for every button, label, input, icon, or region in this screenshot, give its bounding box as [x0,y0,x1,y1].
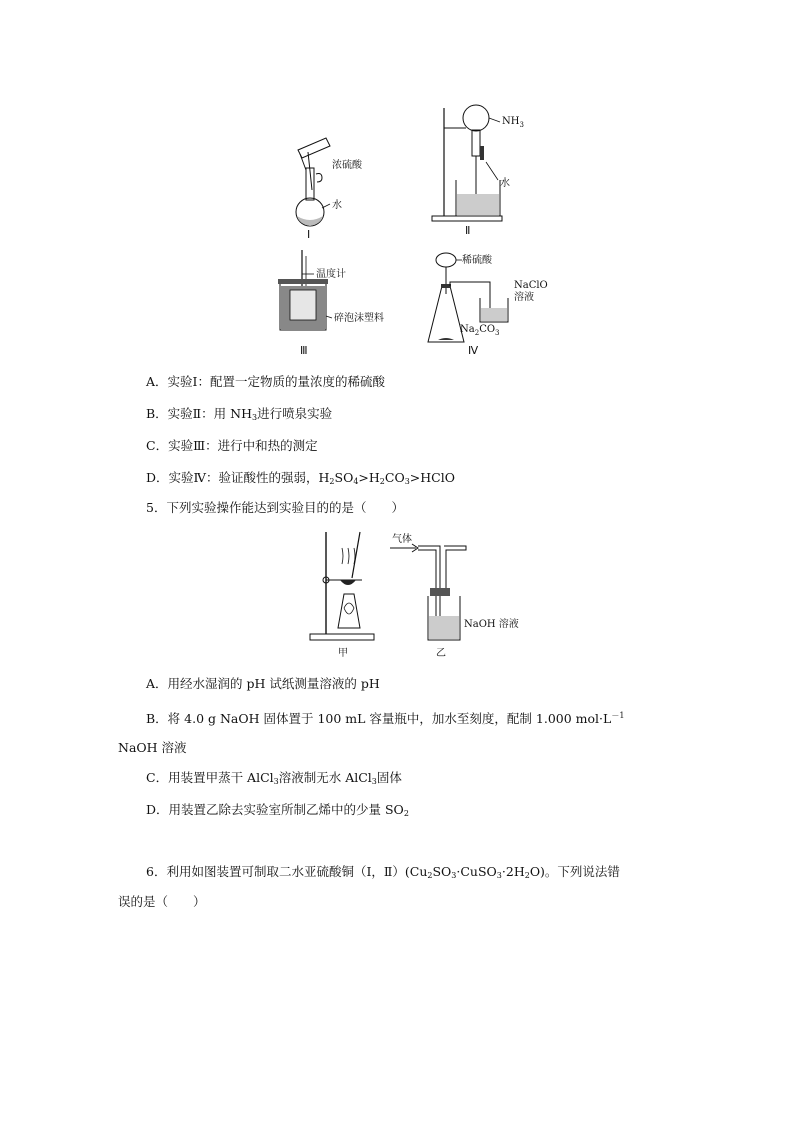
volumetric-flask-diagram [282,130,372,242]
q5-option-a: A．用经水湿润的 pH 试纸测量溶液的 pH [146,676,380,691]
na2co3-label: $Na_2CO_3$ [460,324,500,337]
roman-iii-label: Ⅲ [300,345,308,357]
fountain-diagram [430,100,530,240]
gas-washing-diagram [390,532,530,658]
q4-option-b: B．实验Ⅱ：用 $NH_3$进行喷泉实验 [146,406,333,422]
naoh-label: NaOH 溶液 [464,619,519,630]
q5-stem: 5．下列实验操作能达到实验目的的是（ ） [146,500,404,515]
q4-option-d: D．实验Ⅳ：验证酸性的强弱，$H_2SO_4>H_2CO_3>HClO$ [146,470,455,486]
figure-i [282,130,372,242]
figure-iv [422,250,548,360]
acid-label: 浓硫酸 [332,160,362,171]
q6-stem-cont: 误的是（ ） [118,894,206,909]
jia-label: 甲 [338,648,348,659]
roman-iv-label: Ⅳ [468,345,479,357]
figure-jia [308,528,388,658]
roman-i-label: Ⅰ [307,229,311,241]
dilute-acid-label: 稀硫酸 [462,255,492,266]
calorimeter-diagram [276,246,396,358]
evaporation-diagram [308,528,388,658]
water-label: 水 [332,200,342,211]
roman-ii-label: Ⅱ [465,225,471,237]
q5-option-c: C．用装置甲蒸干 AlCl$_3$溶液制无水 AlCl$_3$固体 [146,770,402,786]
foam-label: 碎泡沫塑料 [334,313,384,324]
q5-option-d: D．用装置乙除去实验室所制乙烯中的少量 $SO_2$ [146,802,409,818]
q4-option-c: C．实验Ⅲ：进行中和热的测定 [146,438,318,453]
q6-stem: 6．利用如图装置可制取二水亚硫酸铜（Ⅰ，$Ⅱ)(Cu_2SO_3\cdot CuSO_3\cdot 2H_2O)$。下列说法错 [146,864,620,880]
solution-label: 溶液 [514,292,534,303]
q4-option-a: A．实验Ⅰ：配置一定物质的量浓度的稀硫酸 [146,374,385,389]
q5-option-b-cont: NaOH 溶液 [118,740,187,755]
water-label-ii: 水 [500,178,510,189]
nh3-label: $NH_3$ [502,116,524,129]
q5-option-b: B．将 4.0 g NaOH 固体置于 100 mL 容量瓶中，加水至刻度，配制 1.000 $mol\cdot L^{-1}$ [146,711,625,726]
yi-label: 乙 [436,648,446,659]
thermometer-label: 温度计 [316,269,346,280]
figure-ii [430,100,530,240]
naclo-label: NaClO [514,280,548,291]
figure-iii [276,246,396,358]
gas-label: 气体 [392,534,412,545]
acid-strength-diagram [422,250,548,360]
figure-yi [390,532,530,658]
